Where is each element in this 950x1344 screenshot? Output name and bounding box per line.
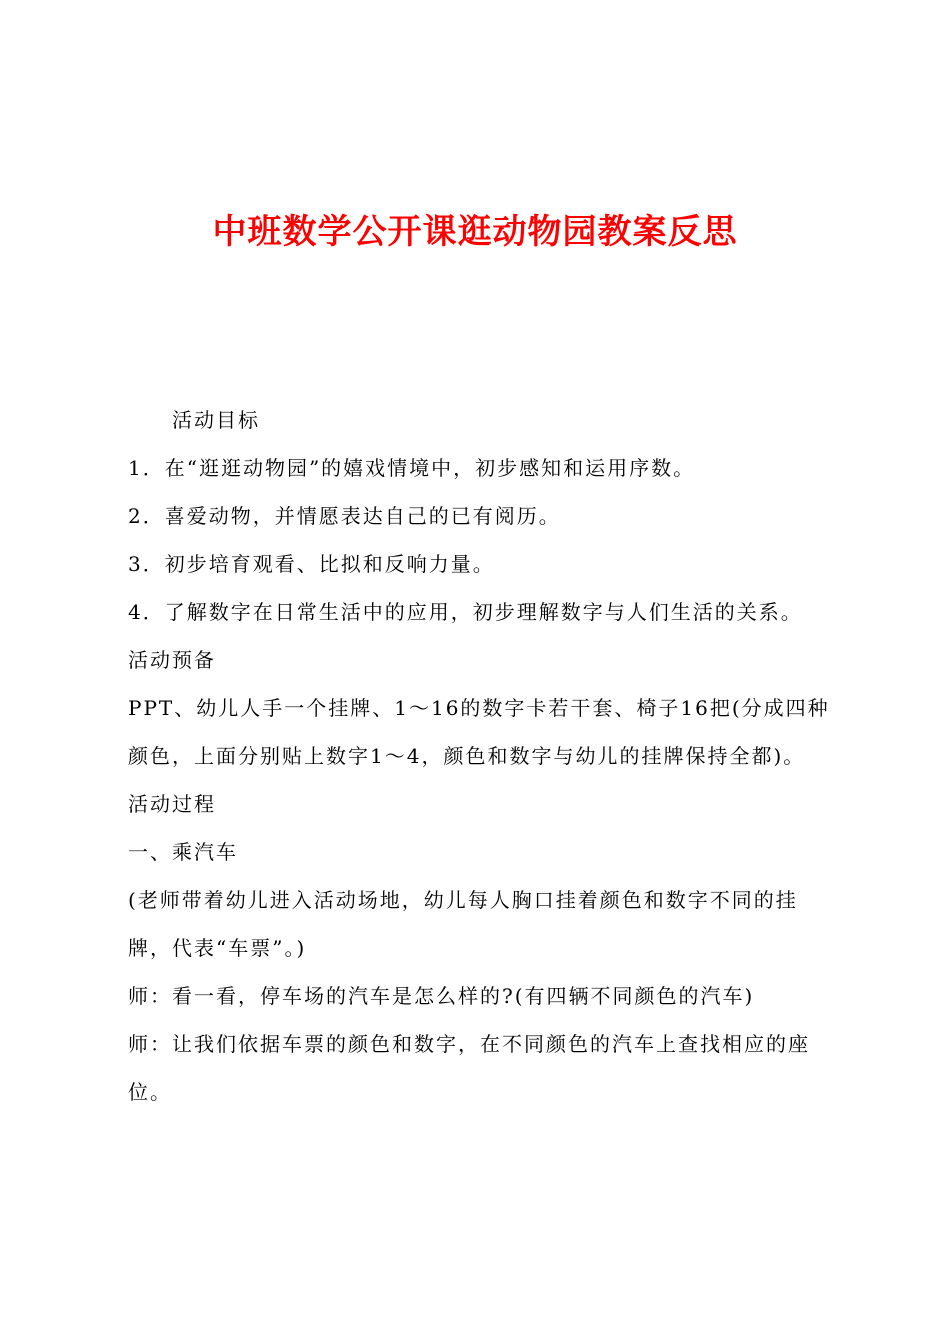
document-body	[128, 396, 838, 1116]
step-heading-take-bus: 一、乘汽车	[128, 840, 238, 864]
teacher-line-2: 师：让我们依据车票的颜色和数字，在不同颜色的汽车上查找相应的座位。	[128, 1032, 810, 1104]
section-heading-activity-process: 活动过程	[128, 792, 216, 816]
step-note-paragraph: (老师带着幼儿进入活动场地，幼儿每人胸口挂着颜色和数字不同的挂牌，代表“车票”。)	[128, 888, 798, 960]
goal-item-2: 2．喜爱动物，并情愿表达自己的已有阅历。	[128, 504, 561, 528]
goal-item-1: 1．在“逛逛动物园”的嬉戏情境中，初步感知和运用序数。	[128, 456, 696, 480]
section-heading-activity-goals: 活动目标	[172, 408, 260, 432]
goal-item-3: 3．初步培育观看、比拟和反响力量。	[128, 552, 495, 576]
teacher-line-1: 师：看一看，停车场的汽车是怎么样的?(有四辆不同颜色的汽车)	[128, 984, 755, 1008]
document-title: 中班数学公开课逛动物园教案反思	[212, 212, 738, 252]
goal-item-4: 4．了解数字在日常生活中的应用，初步理解数字与人们生活的关系。	[128, 600, 803, 624]
section-heading-activity-preparation: 活动预备	[128, 648, 216, 672]
preparation-paragraph: PPT、幼儿人手一个挂牌、1～16的数字卡若干套、椅子16把(分成四种颜色，上面分别贴上数字1～4，颜色和数字与幼儿的挂牌保持全都)。	[128, 696, 830, 768]
